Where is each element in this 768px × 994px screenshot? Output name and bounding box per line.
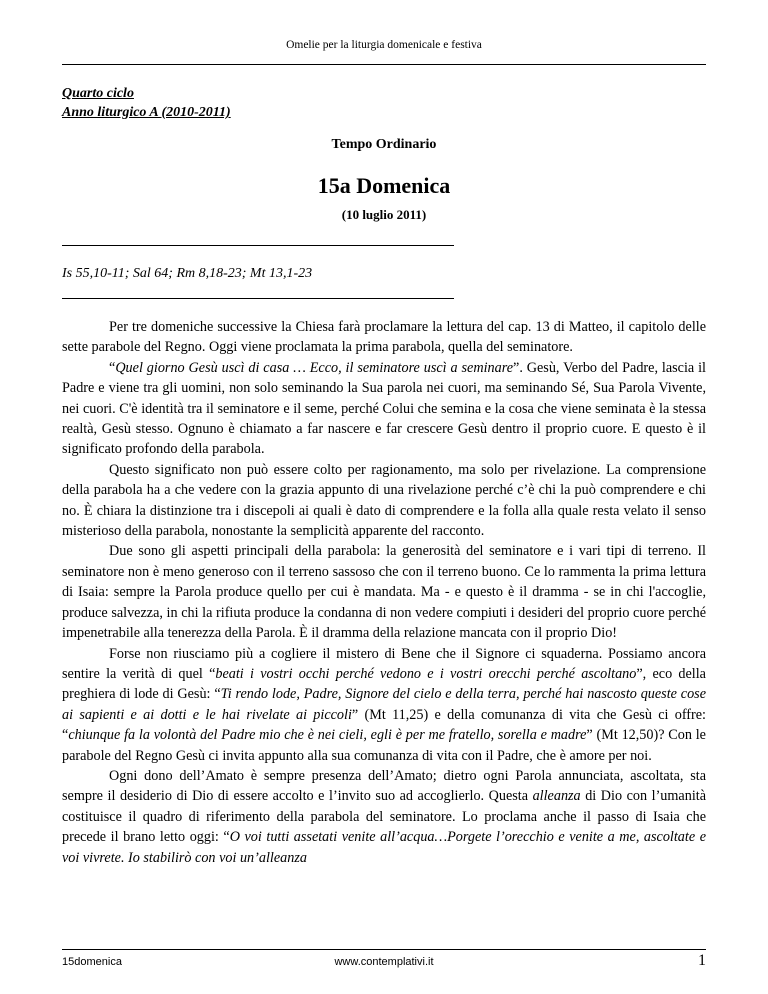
paragraph [62, 317, 706, 358]
text-run: ”. Gesù, Verbo del Padre, lascia il Padre e viene tra gli uomini, non solo seminando la Sua parola nei cuori, ma seminando Sé, Sua Parola Vivente, nei cuori. C'è identità tra il seminatore e il seme, perché Colui che semina e la cosa che viene seminata è la stessa realtà, Gesù stesso. Ognuno è chiamato a far nascere e far crescere Gesù dentro il proprio cuore. E questo è il significato profondo della parabola. [62, 359, 706, 458]
text-run: Per tre domeniche successive la Chiesa farà proclamare la lettura del cap. 13 di Matteo, il capitolo delle sette parabole del Regno. Oggi viene proclamata la prima parabola, quella del seminatore. [62, 319, 706, 356]
readings-bottom-divider [62, 298, 454, 299]
paragraph [62, 460, 706, 542]
footer-divider [62, 949, 706, 950]
text-run: Ogni dono dell’Amato è sempre presenza dell’Amato; dietro ogni Parola annunciata, ascoltata, sta sempre il desiderio di Dio di essere accolto e l’invito suo ad accoglierlo. Questa [62, 767, 706, 805]
homily-body [62, 317, 706, 868]
paragraph [62, 541, 706, 643]
text-run: Due sono gli aspetti principali della parabola: la generosità del seminatore e i vari tipi di terreno. Il seminatore non è meno generoso con il terreno sassoso che con il terreno buono. Ce lo rammenta la prima lettura di Isaia: sempre la Parola produce quello per cui è mandata. Ma - e questo è il dramma - se in chi l'accoglie, produce salvezza, in chi la rifiuta produce la condanna di non vedere compiuti i desideri del proprio cuore perché impenetrabile alla tenerezza della Parola. È il dramma della relazione mancata con il proprio Dio! [62, 543, 706, 642]
text-run: di Dio con l’umanità costituisce il quadro di riferimento della parabola del seminatore. Lo proclama anche il passo di Isaia che precede il brano letto oggi: “ [62, 788, 706, 846]
readings-top-divider [62, 245, 454, 246]
text-run: Forse non riusciamo più a cogliere il mistero di Bene che il Signore ci squaderna. Possiamo ancora sentire la verità di quel “ [62, 645, 706, 682]
page-footer [62, 952, 706, 976]
celebration-date: (10 luglio 2011) [341, 207, 427, 222]
paragraph [62, 358, 706, 460]
paragraph [62, 644, 706, 766]
footer-website: www.contemplativi.it [334, 956, 434, 968]
text-run: ”, eco della preghiera di lode di Gesù: “ [62, 665, 706, 703]
italic-quote: alleanza [532, 788, 581, 805]
season-heading: Tempo Ordinario [331, 137, 437, 152]
header-divider [62, 64, 706, 65]
readings-list: Is 55,10-11; Sal 64; Rm 8,18-23; Mt 13,1-23 [62, 266, 313, 281]
page-number: 1 [698, 952, 706, 969]
italic-quote: chiunque fa la volontà del Padre mio che è nei cieli, egli è per me fratello, sorella e madre [68, 727, 587, 744]
paragraph [62, 766, 706, 868]
italic-quote: Quel giorno Gesù uscì di casa … Ecco, il seminatore uscì a seminare [115, 359, 514, 376]
italic-quote: Ti rendo lode, Padre, Signore del cielo e della terra, perché hai nascosto queste cose ai sapienti e ai dotti e le hai rivelate ai piccoli [62, 686, 706, 723]
page-title: 15a Domenica [317, 173, 451, 198]
text-run: ” (Mt 12,50)? Con le parabole del Regno Gesù ci invita appunto alla sua comunanza di vita con il Padre, che è amore per noi. [62, 727, 706, 764]
text-run: Questo significato non può essere colto per ragionamento, ma solo per rivelazione. La comprensione della parabola ha a che vedere con la grazia appunto di una rivelazione perché c’è chi la può comprendere e chi no. È chiara la distinzione tra i discepoli ai quali è dato di comprendere e la folla alla quale resta velato il senso misterioso della parabola, nonostante la semplicità apparente del racconto. [62, 461, 706, 540]
liturgical-year: Anno liturgico A (2010-2011) [62, 105, 231, 120]
cycle-label: Quarto ciclo [62, 86, 134, 101]
running-header: Omelie per la liturgia domenicale e festiva [286, 39, 482, 51]
text-run: ” (Mt 11,25) e della comunanza di vita che Gesù ci offre: “ [62, 706, 706, 744]
cycle-block [62, 84, 231, 122]
italic-quote: O voi tutti assetati venite all’acqua…Porgete l’orecchio e venite a me, ascoltate e voi vivrete. Io stabilirò con voi un’alleanza [62, 829, 706, 866]
footer-filename: 15domenica [62, 956, 122, 968]
italic-quote: beati i vostri occhi perché vedono e i vostri orecchi perché ascoltano [215, 665, 637, 682]
text-run: “ [109, 359, 116, 376]
